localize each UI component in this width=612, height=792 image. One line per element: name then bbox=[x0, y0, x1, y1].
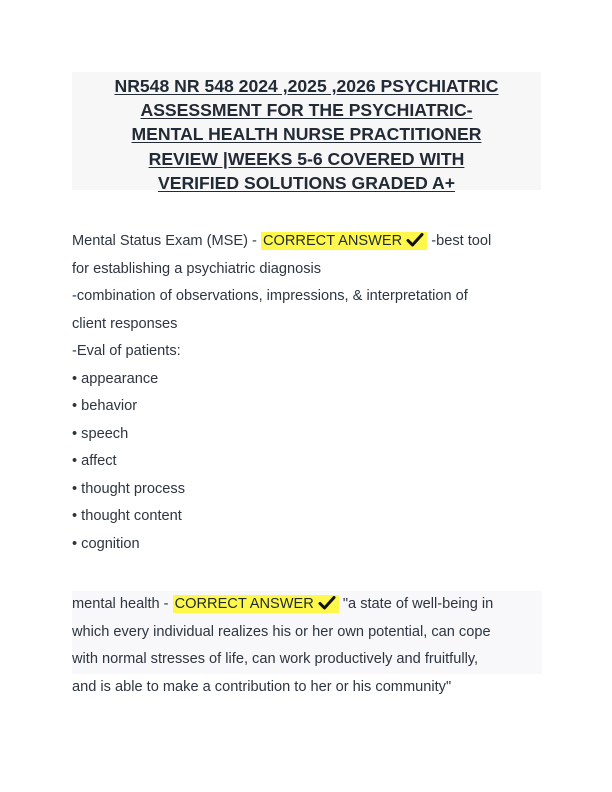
answer-line: with normal stresses of life, can work productively and fruitfully, bbox=[72, 646, 542, 674]
title-line-5: VERIFIED SOLUTIONS GRADED A+ bbox=[157, 172, 455, 193]
answer-line: -combination of observations, impressions, & interpretation of bbox=[72, 288, 468, 304]
document-title bbox=[72, 72, 541, 193]
correct-answer-highlight bbox=[173, 595, 339, 613]
answer-text-start: "a state of well-being in bbox=[338, 596, 494, 612]
answer-line: client responses bbox=[72, 315, 178, 332]
list-item: • cognition bbox=[72, 535, 140, 552]
answer-line: which every individual realizes his or her own potential, can cope bbox=[72, 619, 542, 647]
list-item: • speech bbox=[72, 425, 129, 442]
answer-line: -Eval of patients: bbox=[72, 343, 181, 359]
correct-answer-label: CORRECT ANSWER bbox=[174, 596, 314, 612]
qa-entry-mse bbox=[72, 228, 542, 558]
term-text: Mental Status Exam (MSE) - bbox=[72, 233, 261, 249]
list-item: • behavior bbox=[72, 398, 138, 414]
entry-first-line bbox=[72, 228, 542, 256]
correct-answer-highlight bbox=[261, 232, 427, 250]
answer-text-start: -best tool bbox=[427, 233, 492, 249]
title-line-1: NR548 NR 548 2024 ,2025 ,2026 PSYCHIATRIC bbox=[114, 76, 499, 96]
answer-line: for establishing a psychiatric diagnosis bbox=[72, 260, 322, 277]
answer-line: and is able to make a contribution to her or his community" bbox=[72, 678, 452, 695]
term-text: mental health - bbox=[72, 596, 173, 612]
list-item: • thought content bbox=[72, 508, 182, 524]
list-item: • thought process bbox=[72, 480, 186, 497]
title-line-3: MENTAL HEALTH NURSE PRACTITIONER bbox=[131, 124, 482, 145]
checkmark-icon bbox=[318, 595, 336, 611]
qa-entry-mental-health bbox=[72, 591, 542, 701]
list-item: • appearance bbox=[72, 370, 159, 387]
checkmark-icon bbox=[406, 232, 424, 248]
correct-answer-label: CORRECT ANSWER bbox=[262, 233, 403, 249]
entry-first-line bbox=[72, 591, 542, 619]
title-line-4: REVIEW |WEEKS 5-6 COVERED WITH bbox=[148, 148, 465, 169]
title-line-2: ASSESSMENT FOR THE PSYCHIATRIC- bbox=[140, 100, 473, 121]
list-item: • affect bbox=[72, 453, 117, 469]
